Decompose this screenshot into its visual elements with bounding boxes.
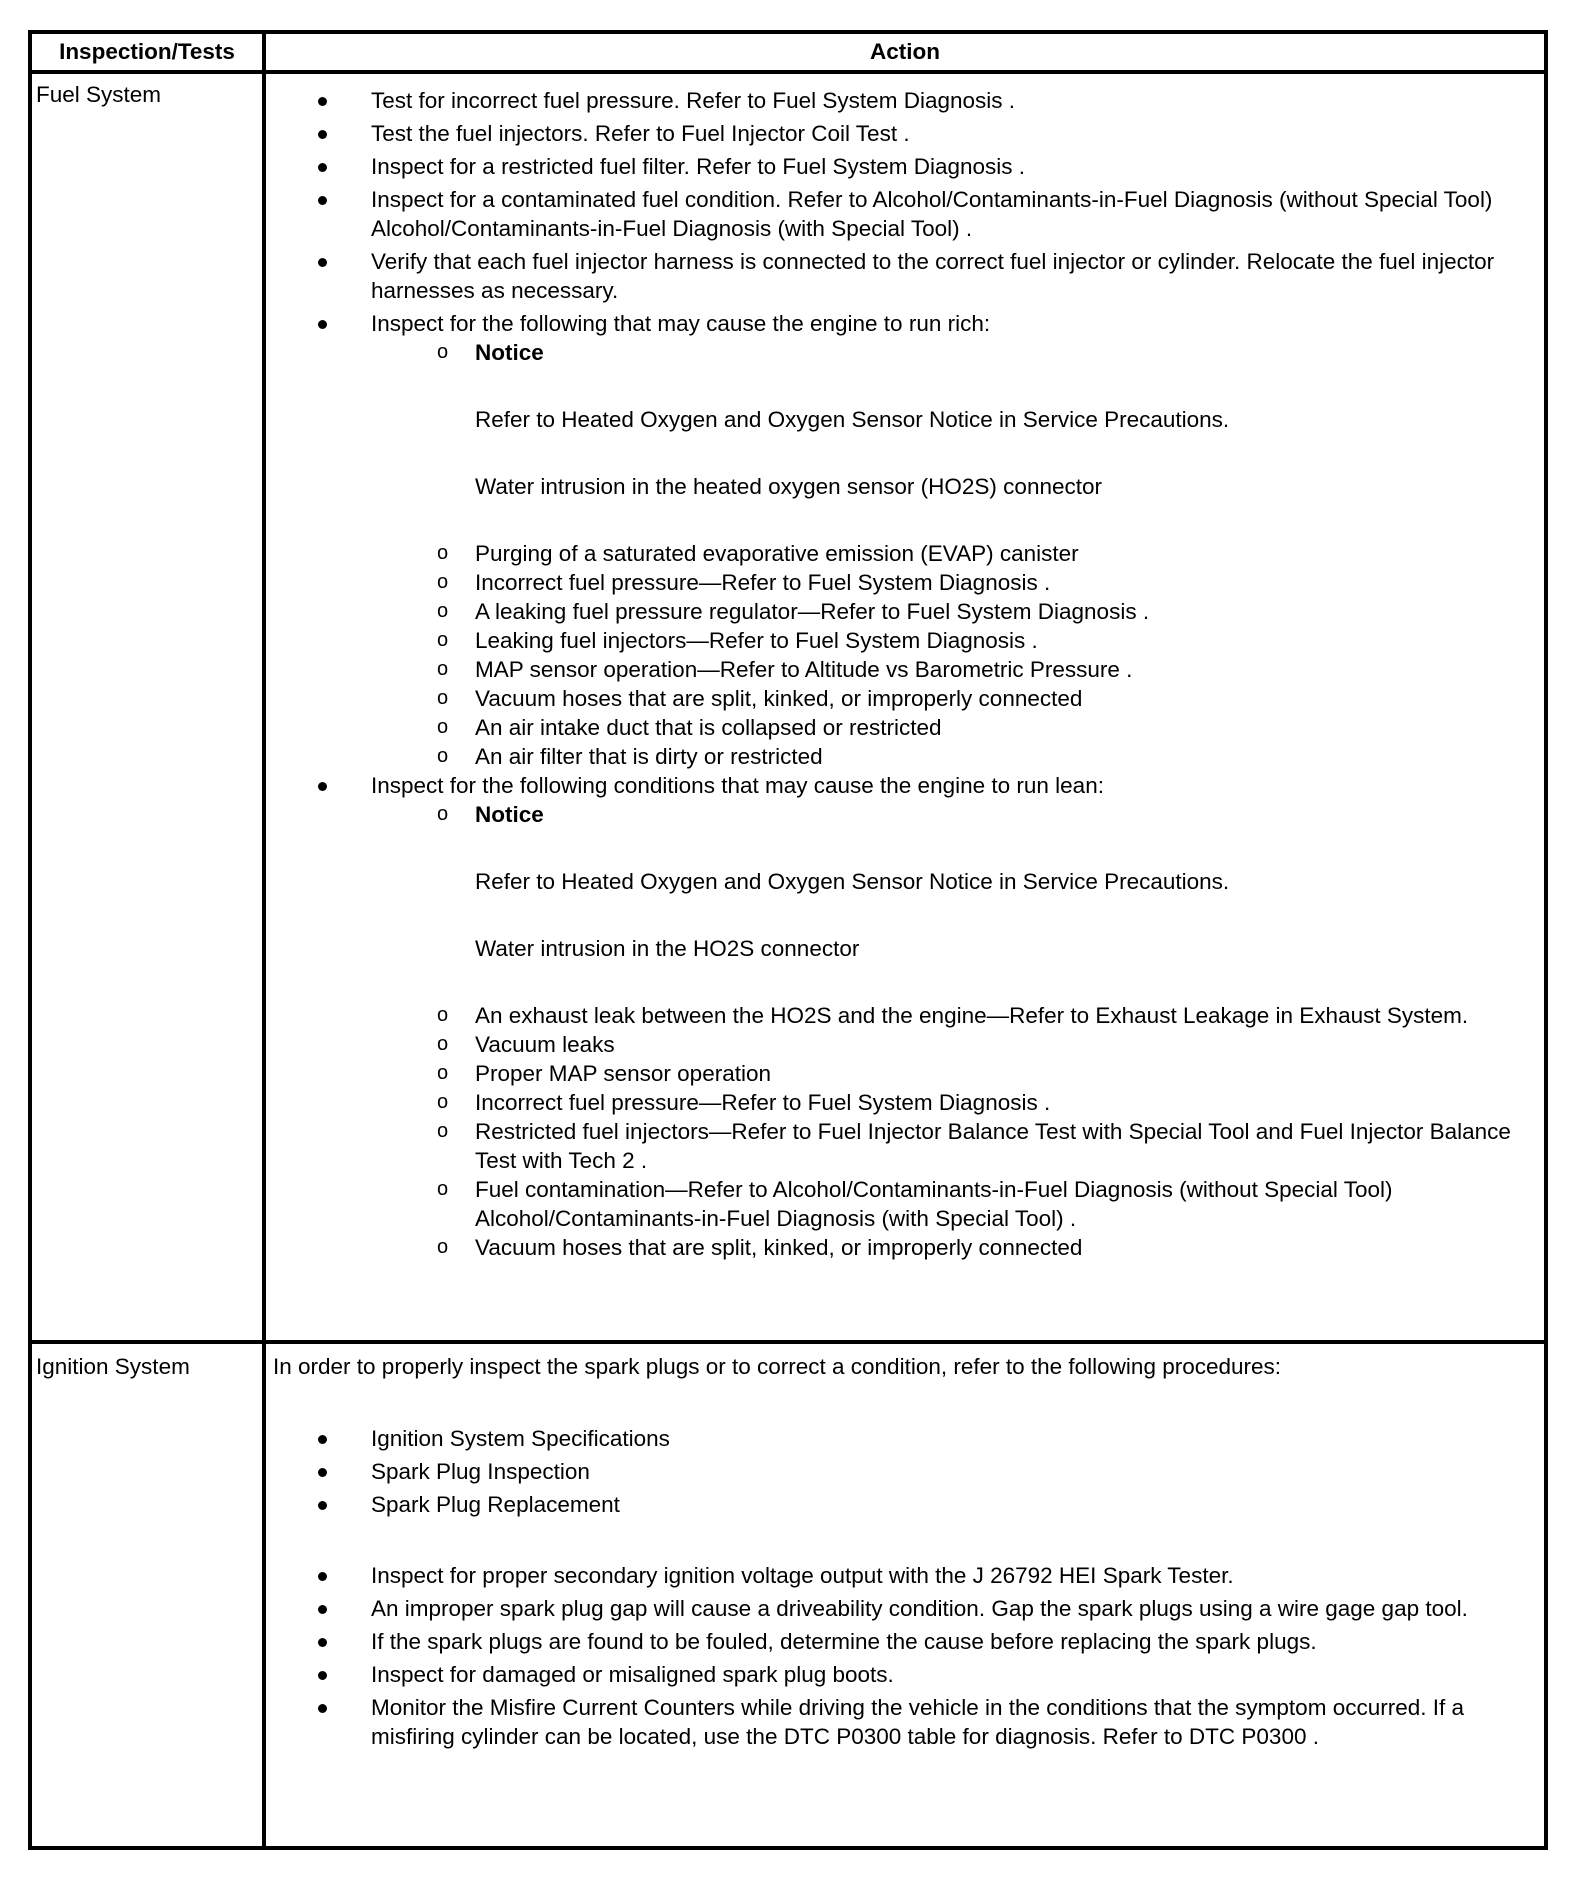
notice-detail: Water intrusion in the heated oxygen sensor (HO2S) connector [475, 474, 1102, 499]
fuel-bullet-list [266, 86, 1544, 1262]
sublist-item: o Purging of a saturated evaporative emission (EVAP) canister [371, 539, 1544, 568]
header-action: Action [870, 39, 940, 64]
run-rich-sublist [371, 338, 1544, 771]
procedure-list [266, 1424, 1544, 1519]
sublist-item: o Incorrect fuel pressure—Refer to Fuel System Diagnosis . [371, 568, 1544, 597]
list-item: Spark Plug Inspection [266, 1457, 1544, 1486]
sublist-item: o Fuel contamination—Refer to Alcohol/Contaminants-in-Fuel Diagnosis (without Special Tool) Alcohol/Contaminants-in-Fuel Diagnosis (with Special Tool) . [371, 1175, 1544, 1233]
sublist-item: o MAP sensor operation—Refer to Altitude vs Barometric Pressure . [371, 655, 1544, 684]
sublist-item: o A leaking fuel pressure regulator—Refer to Fuel System Diagnosis . [371, 597, 1544, 626]
list-item: Inspect for a restricted fuel filter. Refer to Fuel System Diagnosis . [266, 152, 1544, 181]
list-item: Inspect for a contaminated fuel condition. Refer to Alcohol/Contaminants-in-Fuel Diagnosis (without Special Tool) Alcohol/Contaminants-in-Fuel Diagnosis (with Special Tool) . [266, 185, 1544, 243]
list-item-run-rich [266, 309, 1544, 771]
notice-item [371, 800, 1544, 963]
list-item: Monitor the Misfire Current Counters while driving the vehicle in the conditions that the symptom occurred. If a misfiring cylinder can be located, use the DTC P0300 table for diagnosis. Refer to DTC P0300 . [266, 1693, 1544, 1751]
header-divider [32, 70, 1544, 74]
row-label-fuel-system: Fuel System [36, 82, 162, 107]
sublist-item: o An air intake duct that is collapsed or restricted [371, 713, 1544, 742]
list-item: Verify that each fuel injector harness is connected to the correct fuel injector or cylinder. Relocate the fuel injector harnesses as necessary. [266, 247, 1544, 305]
header-inspection-tests: Inspection/Tests [59, 39, 235, 64]
sublist-item: o An air filter that is dirty or restricted [371, 742, 1544, 771]
sublist-item: o Restricted fuel injectors—Refer to Fuel Injector Balance Test with Special Tool and Fuel Injector Balance Test with Tech 2 . [371, 1117, 1544, 1175]
list-item: An improper spark plug gap will cause a driveability condition. Gap the spark plugs using a wire gage gap tool. [266, 1594, 1544, 1623]
notice-title: o Notice [475, 340, 544, 365]
list-item: Spark Plug Replacement [266, 1490, 1544, 1519]
run-lean-intro: Inspect for the following conditions that may cause the engine to run lean: [371, 773, 1104, 798]
sublist-item: o Vacuum hoses that are split, kinked, or improperly connected [371, 1233, 1544, 1262]
list-item: Test for incorrect fuel pressure. Refer to Fuel System Diagnosis . [266, 86, 1544, 115]
notice-text: Refer to Heated Oxygen and Oxygen Sensor Notice in Service Precautions. [475, 869, 1230, 894]
sublist-item: o Proper MAP sensor operation [371, 1059, 1544, 1088]
ignition-system-actions [266, 1352, 1544, 1751]
ignition-bullet-list [266, 1561, 1544, 1751]
ignition-intro: In order to properly inspect the spark plugs or to correct a condition, refer to the following procedures: [273, 1354, 1282, 1379]
sublist-item: o Vacuum hoses that are split, kinked, or improperly connected [371, 684, 1544, 713]
row-label-ignition-system: Ignition System [36, 1354, 190, 1379]
sublist-item: o Vacuum leaks [371, 1030, 1544, 1059]
list-item-run-lean [266, 771, 1544, 1262]
run-lean-sublist [371, 800, 1544, 1262]
notice-item [371, 338, 1544, 501]
notice-title: o Notice [475, 802, 544, 827]
sublist-item: o Leaking fuel injectors—Refer to Fuel System Diagnosis . [371, 626, 1544, 655]
diagnostic-table [28, 30, 1548, 1850]
list-item: Inspect for damaged or misaligned spark plug boots. [266, 1660, 1544, 1689]
notice-text: Refer to Heated Oxygen and Oxygen Sensor Notice in Service Precautions. [475, 407, 1230, 432]
row-divider [32, 1340, 1544, 1344]
list-item: Inspect for proper secondary ignition voltage output with the J 26792 HEI Spark Tester. [266, 1561, 1544, 1590]
fuel-system-actions [266, 86, 1544, 1262]
sublist-item: o An exhaust leak between the HO2S and the engine—Refer to Exhaust Leakage in Exhaust System. [371, 1001, 1544, 1030]
run-rich-intro: Inspect for the following that may cause the engine to run rich: [371, 311, 991, 336]
notice-detail: Water intrusion in the HO2S connector [475, 936, 860, 961]
list-item: If the spark plugs are found to be fouled, determine the cause before replacing the spark plugs. [266, 1627, 1544, 1656]
list-item: Ignition System Specifications [266, 1424, 1544, 1453]
list-item: Test the fuel injectors. Refer to Fuel Injector Coil Test . [266, 119, 1544, 148]
sublist-item: o Incorrect fuel pressure—Refer to Fuel System Diagnosis . [371, 1088, 1544, 1117]
